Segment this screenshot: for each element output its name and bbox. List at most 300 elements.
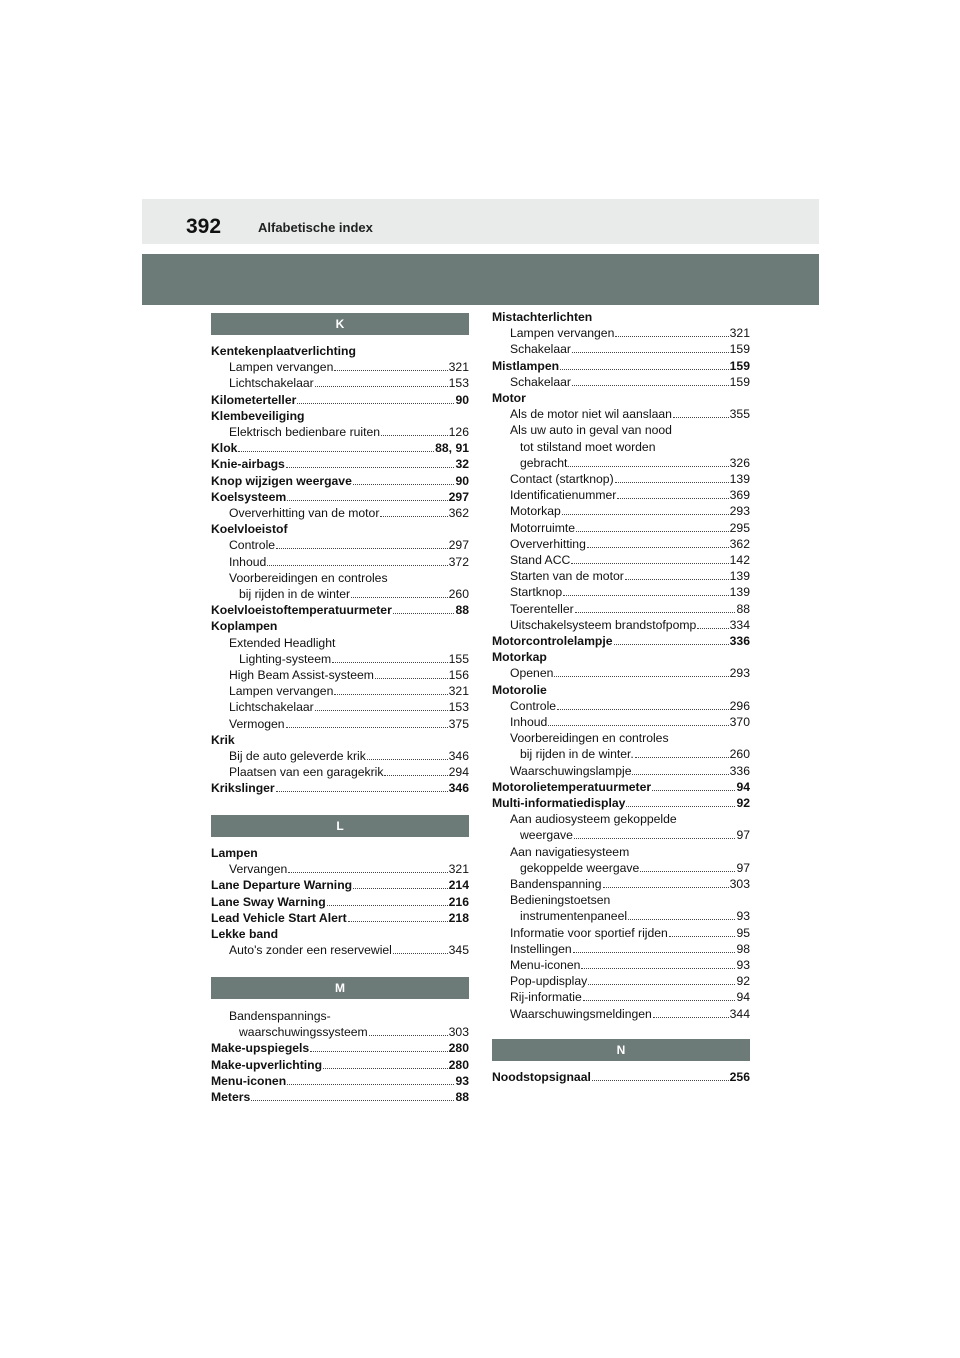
dot-leader [574,838,736,839]
entry-term: Uitschakelsysteem brandstofpomp [510,617,697,632]
entry-term: Inhoud [229,554,267,569]
entry-term: Meters [211,1090,251,1104]
page-ref: 153 [448,376,469,391]
index-subentry [211,651,469,667]
index-entry [211,602,469,618]
index-entry [211,1089,469,1105]
index-subentry [211,942,469,958]
index-subentry [492,552,750,568]
page-ref: 296 [729,698,750,713]
entry-term: Identificatienummer [510,488,617,503]
page-ref: 344 [729,1006,750,1021]
entry-term: Openen [510,666,554,681]
entry-term: Krikslinger [211,781,275,796]
dot-leader [640,871,735,872]
entry-term: instrumentenpaneel [520,909,628,924]
entry-term: Rij-informatie [510,990,582,1005]
entry-term: Waarschuwingslampje [510,763,632,778]
index-subentry [492,892,750,908]
page-ref: 280 [448,1057,469,1072]
entry-term: Lampen vervangen [229,684,334,699]
entry-term: Bedieningstoetsen [510,893,611,908]
dot-leader [288,872,447,873]
index-entry [492,682,750,698]
entry-term: Lane Departure Warning [211,878,353,893]
index-subentry [211,375,469,391]
page-ref: 159 [729,374,750,389]
entry-term: Vermogen [229,716,285,731]
page-ref: 260 [729,747,750,762]
index-subentry [211,1008,469,1024]
dot-leader [581,968,735,969]
dot-leader [380,516,447,517]
entry-term: Controle [510,698,557,713]
entry-term: Schakelaar [510,374,571,389]
entry-term: Bij de auto geleverde krik [229,749,366,763]
page-ref: 153 [448,700,469,715]
page-ref: 321 [729,326,750,341]
entry-term: Knie-airbags [211,457,285,472]
entry-term: tot stilstand moet worden [520,439,656,454]
index-subentry [492,763,750,779]
dot-leader [617,498,728,499]
dot-leader [563,595,728,596]
dot-leader [384,775,447,776]
dot-leader [286,467,455,468]
dot-leader [348,921,448,922]
page-ref: 336 [729,634,750,648]
index-entry [492,633,750,649]
page-ref: 260 [448,587,469,601]
dot-leader [369,1035,448,1036]
entry-term: Instellingen [510,941,572,956]
index-subentry [492,536,750,552]
page-ref: 97 [736,860,750,875]
entry-term: Motor [492,391,526,405]
page-ref: 334 [729,617,750,632]
entry-term: Koelvloeistoftemperatuurmeter [211,603,392,618]
dot-leader [297,403,454,404]
entry-term: Plaatsen van een garagekrik [229,765,384,780]
entry-term: Pop-updisplay [510,974,588,989]
index-subentry [492,406,750,422]
entry-term: Startknop [510,585,563,600]
page-ref: 88 [455,1090,469,1104]
page-ref: 139 [729,585,750,600]
dot-leader [632,774,728,775]
page-ref: 293 [729,666,750,681]
dot-leader [315,710,448,711]
entry-term: Stand ACC [510,553,571,567]
entry-term: Extended Headlight [229,635,336,650]
index-subentry [211,861,469,877]
entry-term: weergave [520,828,573,843]
page-ref: 32 [455,457,469,472]
index-subentry [211,537,469,553]
dot-leader [334,370,447,371]
index-subentry [492,811,750,827]
index-entry [211,1057,469,1073]
entry-term: Motorkap [510,504,561,519]
dot-leader [375,678,448,679]
index-subentry [492,714,750,730]
page-ref: 297 [448,538,469,553]
entry-term: Kentekenplaatverlichting [211,344,356,358]
entry-term: Lekke band [211,927,279,941]
dot-leader [669,936,736,937]
index-entry [211,456,469,472]
dot-leader [560,369,729,370]
index-subentry [211,586,469,602]
entry-term: Bandenspanning [510,877,602,891]
page-ref: 94 [736,990,750,1005]
entry-term: Motorolie [492,682,547,697]
index-subentry [211,424,469,440]
index-subentry [492,601,750,617]
page-ref: 336 [729,763,750,778]
entry-term: Als de motor niet wil aanslaan [510,407,672,422]
entry-term: Aan audiosysteem gekoppelde [510,812,677,827]
dot-leader [353,484,455,485]
page-ref: 303 [448,1025,469,1040]
entry-term: gekoppelde weergave [520,860,640,875]
dot-leader [286,727,448,728]
dot-leader [697,628,728,629]
index-subentry [211,667,469,683]
dot-leader [310,1051,447,1052]
page-ref: 362 [448,506,469,520]
index-subentry [492,973,750,989]
index-entry [492,358,750,374]
index-subentry [492,827,750,843]
index-subentry [492,860,750,876]
entry-term: Voorbereidingen en controles [229,570,388,585]
letter-header: K [211,313,469,335]
entry-term: Mistachterlichten [492,310,593,324]
index-entry [211,1073,469,1089]
dot-leader [381,435,448,436]
dot-leader [393,953,448,954]
dot-leader [548,725,728,726]
index-entry [211,926,469,942]
dot-leader [562,514,729,515]
index-subentry [211,635,469,651]
index-entry [211,845,469,861]
index-subentry [492,617,750,633]
index-entry [211,780,469,796]
index-subentry [492,730,750,746]
page-ref: 97 [736,828,750,843]
index-entry [211,489,469,505]
entry-term: Lampen [211,846,258,860]
entry-term: Schakelaar [510,342,571,357]
entry-term: bij rijden in de winter. [520,747,634,762]
letter-header: N [492,1039,750,1061]
index-entry [211,618,469,634]
entry-term: Motorcontrolelampje [492,634,613,648]
entry-term: Als uw auto in geval van nood [510,423,672,438]
page-ref: 156 [448,668,469,682]
page-ref: 218 [448,910,469,925]
index-subentry [492,941,750,957]
entry-term: Kilometerteller [211,392,297,407]
entry-term: bij rijden in de winter [239,587,351,601]
entry-term: Auto's zonder een reservewiel [229,943,392,958]
index-subentry [211,359,469,375]
dot-leader [568,466,728,467]
page-ref: 139 [729,472,750,486]
page-ref: 294 [448,765,469,780]
page-ref: 321 [448,862,469,877]
index-subentry [492,520,750,536]
page-ref: 159 [729,358,750,373]
index-entry [211,1040,469,1056]
dot-leader [587,547,729,548]
entry-term: Aan navigatiesysteem [510,844,630,859]
index-entry [211,910,469,926]
dot-leader [588,984,735,985]
dot-leader [334,694,447,695]
entry-term: Motorolietemperatuurmeter [492,779,652,794]
page-ref: 370 [729,715,750,729]
page-ref: 92 [736,796,750,810]
index-subentry [211,716,469,732]
entry-term: Lane Sway Warning [211,894,326,909]
index-subentry [492,439,750,455]
entry-term: Starten van de motor [510,569,624,584]
index-entry [492,795,750,811]
entry-term: Krik [211,732,235,747]
entry-term: Oververhitting van de motor [229,506,380,520]
entry-term: Toerenteller [510,601,574,616]
entry-term: waarschuwingssysteem [239,1025,368,1040]
page-ref: 90 [455,473,469,488]
index-subentry [492,698,750,714]
index-entry [492,309,750,325]
index-subentry [492,746,750,762]
entry-term: Inhoud [510,715,548,729]
index-subentry [492,341,750,357]
index-subentry [211,699,469,715]
page-ref: 372 [448,554,469,569]
entry-term: Koplampen [211,619,278,634]
page-ref: 90 [455,392,469,407]
page-ref: 216 [448,894,469,909]
entry-term: Lichtschakelaar [229,376,314,391]
page-header [142,199,819,244]
page-ref: 355 [729,407,750,422]
page-ref: 346 [448,749,469,763]
index-subentry [492,1006,750,1022]
dot-leader [276,791,448,792]
entry-term: Lampen vervangen [510,326,615,341]
index-subentry [211,1024,469,1040]
entry-term: Lampen vervangen [229,360,334,375]
index-subentry [211,505,469,521]
dot-leader [572,385,729,386]
page-ref: 280 [448,1041,469,1056]
index-subentry [492,844,750,860]
dot-leader [393,613,455,614]
entry-term: Klembeveiliging [211,408,305,423]
entry-term: Oververhitting [510,536,586,551]
index-entry [492,1069,750,1085]
dot-leader [287,500,447,501]
dot-leader [367,759,448,760]
page-ref: 159 [729,342,750,357]
dot-leader [583,1000,736,1001]
page-ref: 155 [448,651,469,666]
page-ref: 362 [729,536,750,551]
entry-term: Koelsysteem [211,489,287,504]
page-ref: 297 [448,489,469,504]
page-ref: 88 [736,601,750,616]
index-subentry [492,989,750,1005]
page-ref: 303 [729,877,750,891]
index-subentry [211,554,469,570]
page-ref: 142 [729,553,750,567]
entry-term: Informatie voor sportief rijden [510,925,668,940]
entry-term: Mistlampen [492,358,560,373]
index-subentry [492,925,750,941]
index-entry [211,473,469,489]
page-ref: 369 [729,488,750,503]
entry-term: Koelvloeistof [211,522,288,537]
entry-term: Menu-iconen [211,1073,287,1088]
dot-leader [575,612,736,613]
dot-leader [573,952,736,953]
entry-term: Lead Vehicle Start Alert [211,910,347,925]
page-ref: 88, 91 [435,441,469,456]
index-subentry [492,665,750,681]
index-subentry [492,471,750,487]
entry-term: Noodstopsignaal [492,1070,591,1084]
dot-leader [614,644,729,645]
index-subentry [211,764,469,780]
index-subentry [492,487,750,503]
page-ref: 293 [729,504,750,519]
entry-term: Knop wijzigen weergave [211,473,352,488]
dot-leader [635,757,729,758]
entry-term: High Beam Assist-systeem [229,668,374,682]
page-ref: 321 [448,360,469,375]
dot-leader [603,887,729,888]
index-subentry [492,876,750,892]
index-subentry [492,374,750,390]
page-ref: 321 [448,684,469,699]
dot-leader [238,451,434,452]
dot-leader [572,352,729,353]
index-subentry [492,455,750,471]
index-entry [211,392,469,408]
entry-term: Controle [229,538,276,553]
index-subentry [211,683,469,699]
dot-leader [576,531,729,532]
index-entry [492,649,750,665]
page-ref: 98 [736,941,750,956]
entry-term: Contact (startknop) [510,472,614,486]
entry-term: Voorbereidingen en controles [510,731,669,746]
entry-term: Motorkap [492,650,547,665]
dot-leader [287,1084,454,1085]
header-banner [142,254,819,305]
index-entry [492,779,750,795]
page-ref: 214 [448,878,469,893]
entry-term: Waarschuwingsmeldingen [510,1006,652,1021]
dot-leader [625,579,729,580]
index-entry [492,390,750,406]
index-subentry [492,908,750,924]
page-ref: 375 [448,716,469,731]
page-ref: 139 [729,569,750,584]
dot-leader [653,1017,729,1018]
page-ref: 345 [448,943,469,958]
page-ref: 95 [736,925,750,940]
dot-leader [323,1068,448,1069]
dot-leader [592,1080,729,1081]
index-entry [211,521,469,537]
entry-term: Multi-informatiedisplay [492,796,626,810]
page-ref: 88 [455,603,469,618]
index-subentry [211,748,469,764]
entry-term: gebracht [520,455,568,470]
entry-term: Lighting-systeem [239,651,332,666]
dot-leader [557,709,729,710]
entry-term: Klok [211,441,238,456]
page-ref: 126 [448,425,469,439]
page-ref: 326 [729,455,750,470]
index-entry [211,894,469,910]
dot-leader [652,790,735,791]
index-subentry [492,325,750,341]
page-ref: 93 [736,909,750,924]
page-ref: 295 [729,520,750,535]
page-ref: 92 [736,974,750,989]
dot-leader [327,905,448,906]
dot-leader [554,676,728,677]
dot-leader [315,386,448,387]
index-entry [211,408,469,424]
entry-term: Motorruimte [510,520,576,535]
dot-leader [615,336,728,337]
page-number: 392 [186,215,222,238]
index-entry [211,732,469,748]
dot-leader [673,417,729,418]
entry-term: Vervangen [229,862,288,877]
dot-leader [626,806,735,807]
index-subentry [211,570,469,586]
page-ref: 93 [736,958,750,972]
letter-header: L [211,815,469,837]
index-entry [211,440,469,456]
entry-term: Menu-iconen [510,958,581,972]
page-ref: 346 [448,781,469,796]
index-entry [211,343,469,359]
dot-leader [267,565,447,566]
dot-leader [353,888,448,889]
entry-term: Bandenspannings- [229,1009,331,1023]
page-ref: 256 [729,1070,750,1084]
dot-leader [332,662,448,663]
index-subentry [492,957,750,973]
index-entry [211,877,469,893]
entry-term: Make-upverlichting [211,1057,323,1072]
index-subentry [492,503,750,519]
dot-leader [276,548,448,549]
index-subentry [492,568,750,584]
entry-term: Lichtschakelaar [229,700,314,715]
letter-header: M [211,977,469,999]
